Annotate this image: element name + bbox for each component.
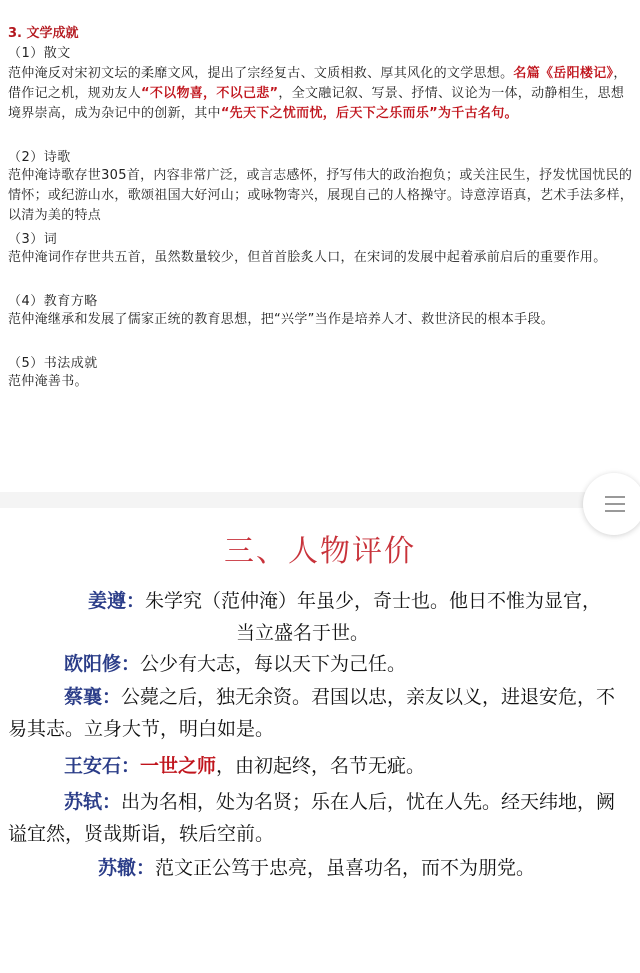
evaluation-title: 三、人物评价	[224, 534, 416, 569]
evaluation-ouyang-xiu	[64, 648, 640, 680]
prose-text-c: ，全文融记叙、写景、抒情、议论为一体，动静相生，思想境界崇高，成为杂记中的创新，其中	[8, 86, 625, 121]
evaluation-text: 范文正公笃于忠亮，虽喜功名，而不为朋党。	[155, 857, 536, 879]
evaluation-text: ，由初起终，名节无疵。	[216, 755, 426, 777]
prose-highlight-work: 名篇《岳阳楼记》	[513, 66, 614, 81]
menu-line	[605, 503, 625, 505]
evaluation-text: 出为名相，处为名贤；乐在人后，忧在人先。经天纬地，阙谥宜然，贤哉斯诣，轶后空前。	[8, 791, 616, 845]
evaluation-text-b: 当立盛名于世。	[236, 622, 370, 644]
evaluation-cai-xiang	[8, 681, 628, 745]
menu-lines-icon	[605, 496, 625, 498]
evaluation-text: 公薨之后，独无余资。君国以忠，亲友以义，进退安危，不易其志。立身大节，明白如是。	[8, 686, 616, 740]
subheading-ci: （3）词	[8, 232, 58, 247]
evaluation-highlight: 一世之师	[140, 755, 217, 777]
person-name: 蔡襄：	[64, 686, 122, 708]
subheading-education: （4）教育方略	[8, 294, 98, 309]
paragraph-education: 范仲淹继承和发展了儒家正统的教育思想，把“兴学”当作是培养人才、救世济民的根本手段。	[8, 312, 555, 327]
subheading-prose: （1）散文	[8, 46, 71, 61]
evaluation-wang-anshi	[64, 750, 640, 782]
subheading-poetry: （2）诗歌	[8, 150, 71, 165]
paragraph-ci: 范仲淹词作存世共五首，虽然数量较少，但首首脍炙人口，在宋词的发展中起着承前启后的重要作用。	[8, 250, 607, 265]
person-name: 欧阳修：	[64, 653, 141, 675]
person-name: 王安石：	[64, 755, 141, 777]
paragraph-prose	[8, 64, 634, 124]
prose-highlight-quote: “不以物喜，不以己悲”	[141, 86, 279, 101]
paragraph-poetry: 范仲淹诗歌存世305首，内容非常广泛，或言志感怀，抒写伟大的政治抱负；或关注民生，抒发忧国忧民的情怀；或纪游山水，歌颂祖国大好河山；或咏物寄兴，展现自己的人格操守。诗意淳语真，艺术手法多样，以清为美的特点	[8, 168, 634, 223]
evaluation-su-zhe	[98, 852, 640, 884]
evaluation-jiang-zun	[8, 585, 628, 649]
section-heading: 3. 文学成就	[8, 26, 79, 41]
evaluation-text: 公少有大志，每以天下为己任。	[140, 653, 407, 675]
evaluation-text: 朱学究（范仲淹）年虽少，奇士也。他日不惟为显官，	[145, 590, 602, 612]
prose-text-b: ，借作记之机，规劝友人	[8, 66, 627, 101]
person-name: 苏辙：	[98, 857, 156, 879]
prose-highlight-famous-line: “先天下之忧而忧，后天下之乐而乐”为千古名句。	[220, 106, 518, 121]
subheading-calligraphy: （5）书法成就	[8, 356, 98, 371]
section-divider	[0, 492, 640, 508]
person-name: 苏轼：	[64, 791, 122, 813]
person-name: 姜遵：	[88, 590, 146, 612]
menu-line	[605, 510, 625, 512]
evaluation-su-shi	[8, 786, 628, 850]
paragraph-calligraphy: 范仲淹善书。	[8, 374, 88, 389]
prose-text-a: 范仲淹反对宋初文坛的柔靡文风，提出了宗经复古、文质相救、厚其风化的文学思想。	[8, 66, 514, 81]
